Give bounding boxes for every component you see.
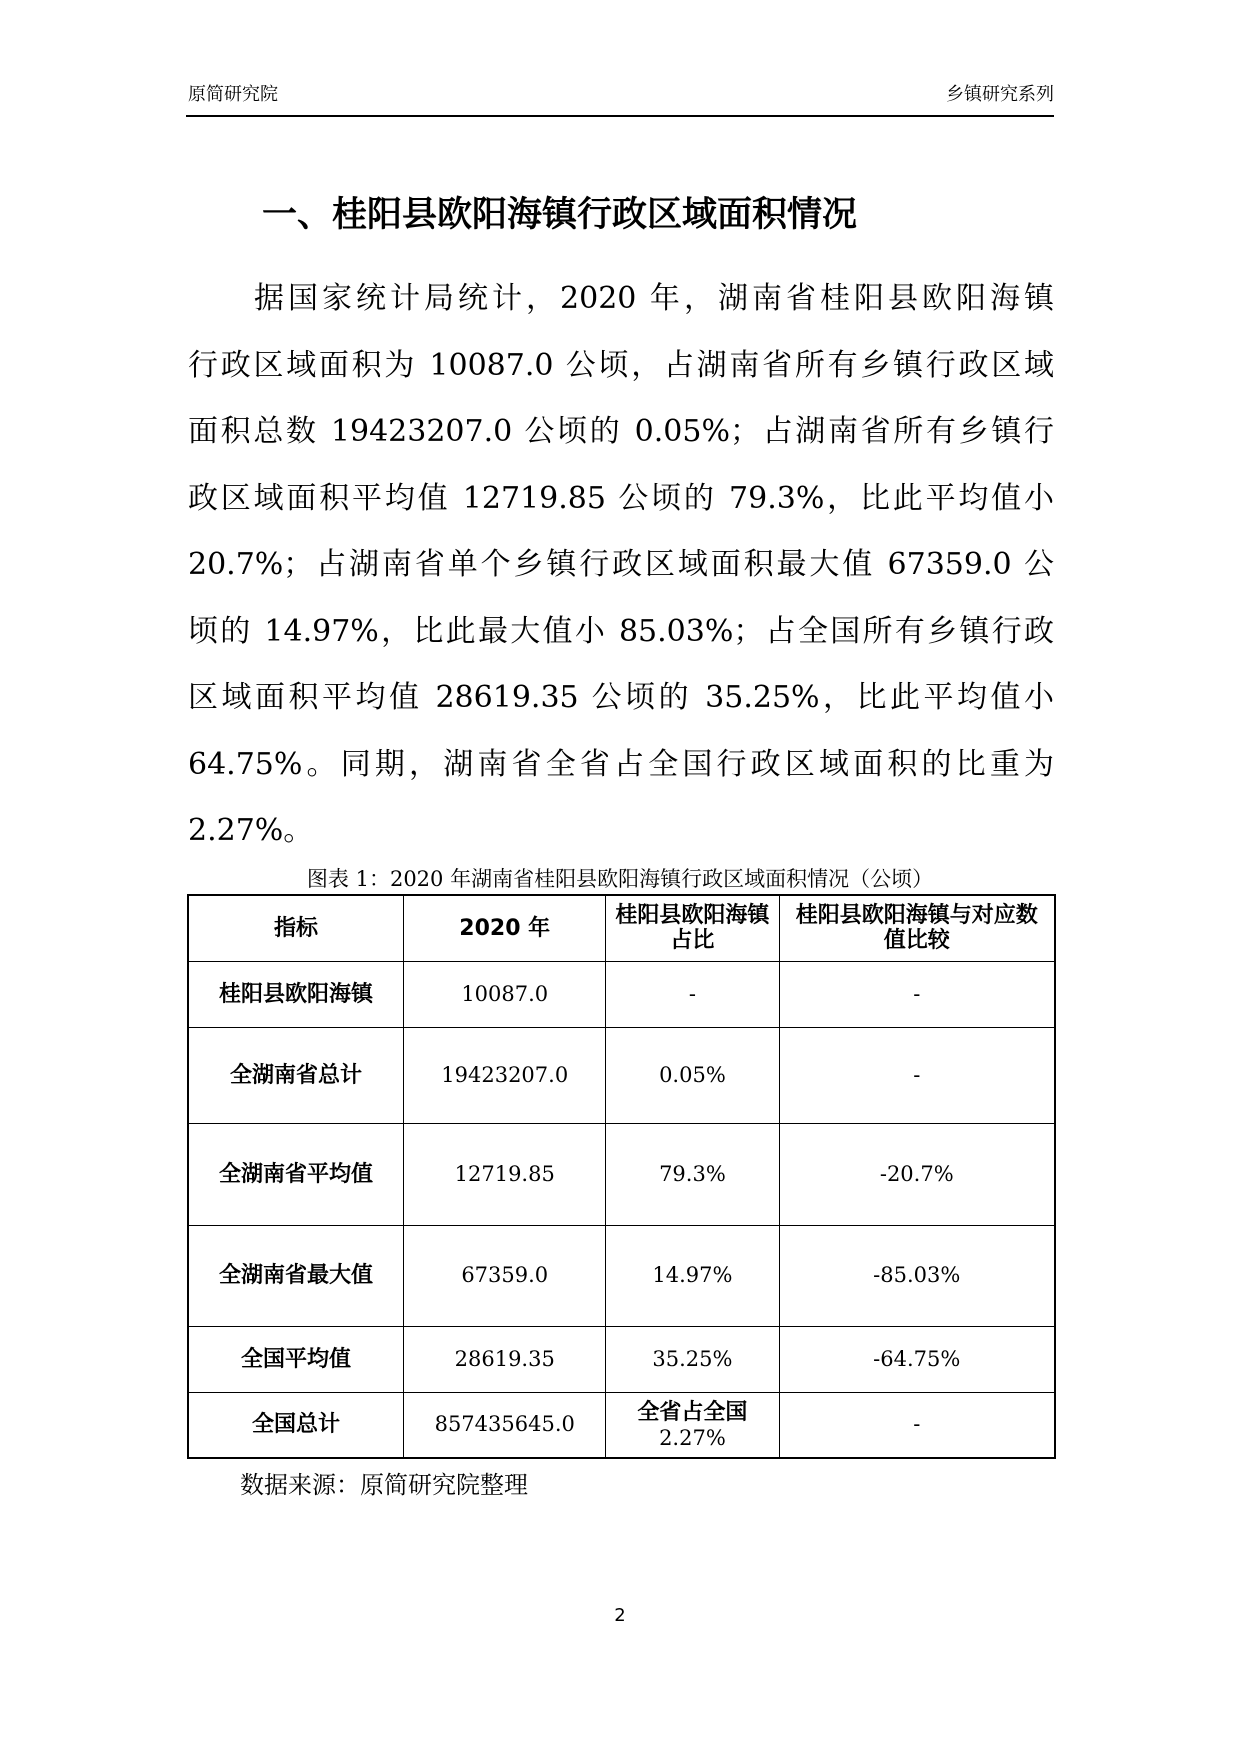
table-row bbox=[188, 1326, 1055, 1392]
share-cell: 14.97% bbox=[606, 1225, 779, 1326]
body-line: 区域面积平均值 28619.35 公顷的 35.25%，比此平均值小 bbox=[188, 680, 1054, 715]
header-series-name: 乡镇研究系列 bbox=[946, 84, 1054, 105]
body-line: 政区域面积平均值 12719.85 公顷的 79.3%，比此平均值小 bbox=[188, 480, 1054, 516]
body-line: 2.27%。 bbox=[188, 813, 314, 848]
value-cell: 12719.85 bbox=[404, 1123, 606, 1225]
area-data-table bbox=[187, 894, 1056, 1459]
column-header: 桂阳县欧阳海镇占比 bbox=[606, 895, 779, 961]
column-header: 2020 年 bbox=[404, 895, 606, 961]
row-label: 全国总计 bbox=[188, 1392, 404, 1458]
table-row bbox=[188, 961, 1055, 1027]
value-cell: 10087.0 bbox=[404, 961, 606, 1027]
value-cell: 67359.0 bbox=[404, 1225, 606, 1326]
table-caption: 图表 1：2020 年湖南省桂阳县欧阳海镇行政区域面积情况（公顷） bbox=[306, 867, 934, 891]
body-line: 20.7%；占湖南省单个乡镇行政区域面积最大值 67359.0 公 bbox=[188, 547, 1054, 582]
share-cell: 79.3% bbox=[606, 1123, 779, 1225]
value-cell: 857435645.0 bbox=[404, 1392, 606, 1458]
row-label: 全国平均值 bbox=[188, 1326, 404, 1392]
table-row bbox=[188, 1392, 1055, 1458]
share-label: 全省占全国 bbox=[637, 1399, 748, 1425]
value-cell: 28619.35 bbox=[404, 1326, 606, 1392]
page-number: 2 bbox=[614, 1605, 626, 1626]
column-header: 指标 bbox=[188, 895, 404, 961]
compare-cell: - bbox=[779, 1027, 1055, 1123]
row-label: 全湖南省最大值 bbox=[188, 1225, 404, 1326]
table-row bbox=[188, 1027, 1055, 1123]
row-label: 全湖南省平均值 bbox=[188, 1123, 404, 1225]
share-cell bbox=[606, 1392, 779, 1458]
row-label: 桂阳县欧阳海镇 bbox=[188, 961, 404, 1027]
compare-cell: -20.7% bbox=[779, 1123, 1055, 1225]
compare-cell: -64.75% bbox=[779, 1326, 1055, 1392]
table-row bbox=[188, 1225, 1055, 1326]
header-rule bbox=[186, 115, 1054, 117]
compare-cell: - bbox=[779, 1392, 1055, 1458]
table-row bbox=[188, 1123, 1055, 1225]
body-line: 行政区域面积为 10087.0 公顷，占湖南省所有乡镇行政区域 bbox=[188, 347, 1054, 383]
body-line: 面积总数 19423207.0 公顷的 0.05%；占湖南省所有乡镇行 bbox=[188, 414, 1054, 449]
share-cell: - bbox=[606, 961, 779, 1027]
compare-cell: -85.03% bbox=[779, 1225, 1055, 1326]
share-cell: 0.05% bbox=[606, 1027, 779, 1123]
share-value: 2.27% bbox=[659, 1425, 726, 1450]
section-title: 一、桂阳县欧阳海镇行政区域面积情况 bbox=[262, 195, 858, 235]
value-cell: 19423207.0 bbox=[404, 1027, 606, 1123]
row-label: 全湖南省总计 bbox=[188, 1027, 404, 1123]
compare-cell: - bbox=[779, 961, 1055, 1027]
table-header-row bbox=[188, 895, 1055, 961]
body-line: 顷的 14.97%，比此最大值小 85.03%；占全国所有乡镇行政 bbox=[188, 613, 1054, 649]
header-org-name: 原简研究院 bbox=[188, 84, 278, 105]
body-line: 据国家统计局统计，2020 年，湖南省桂阳县欧阳海镇 bbox=[254, 281, 1054, 316]
body-line: 64.75%。同期，湖南省全省占全国行政区域面积的比重为 bbox=[188, 746, 1054, 782]
data-source-note: 数据来源：原简研究院整理 bbox=[240, 1471, 528, 1499]
column-header: 桂阳县欧阳海镇与对应数值比较 bbox=[779, 895, 1055, 961]
share-cell: 35.25% bbox=[606, 1326, 779, 1392]
body-paragraph bbox=[188, 266, 1054, 865]
